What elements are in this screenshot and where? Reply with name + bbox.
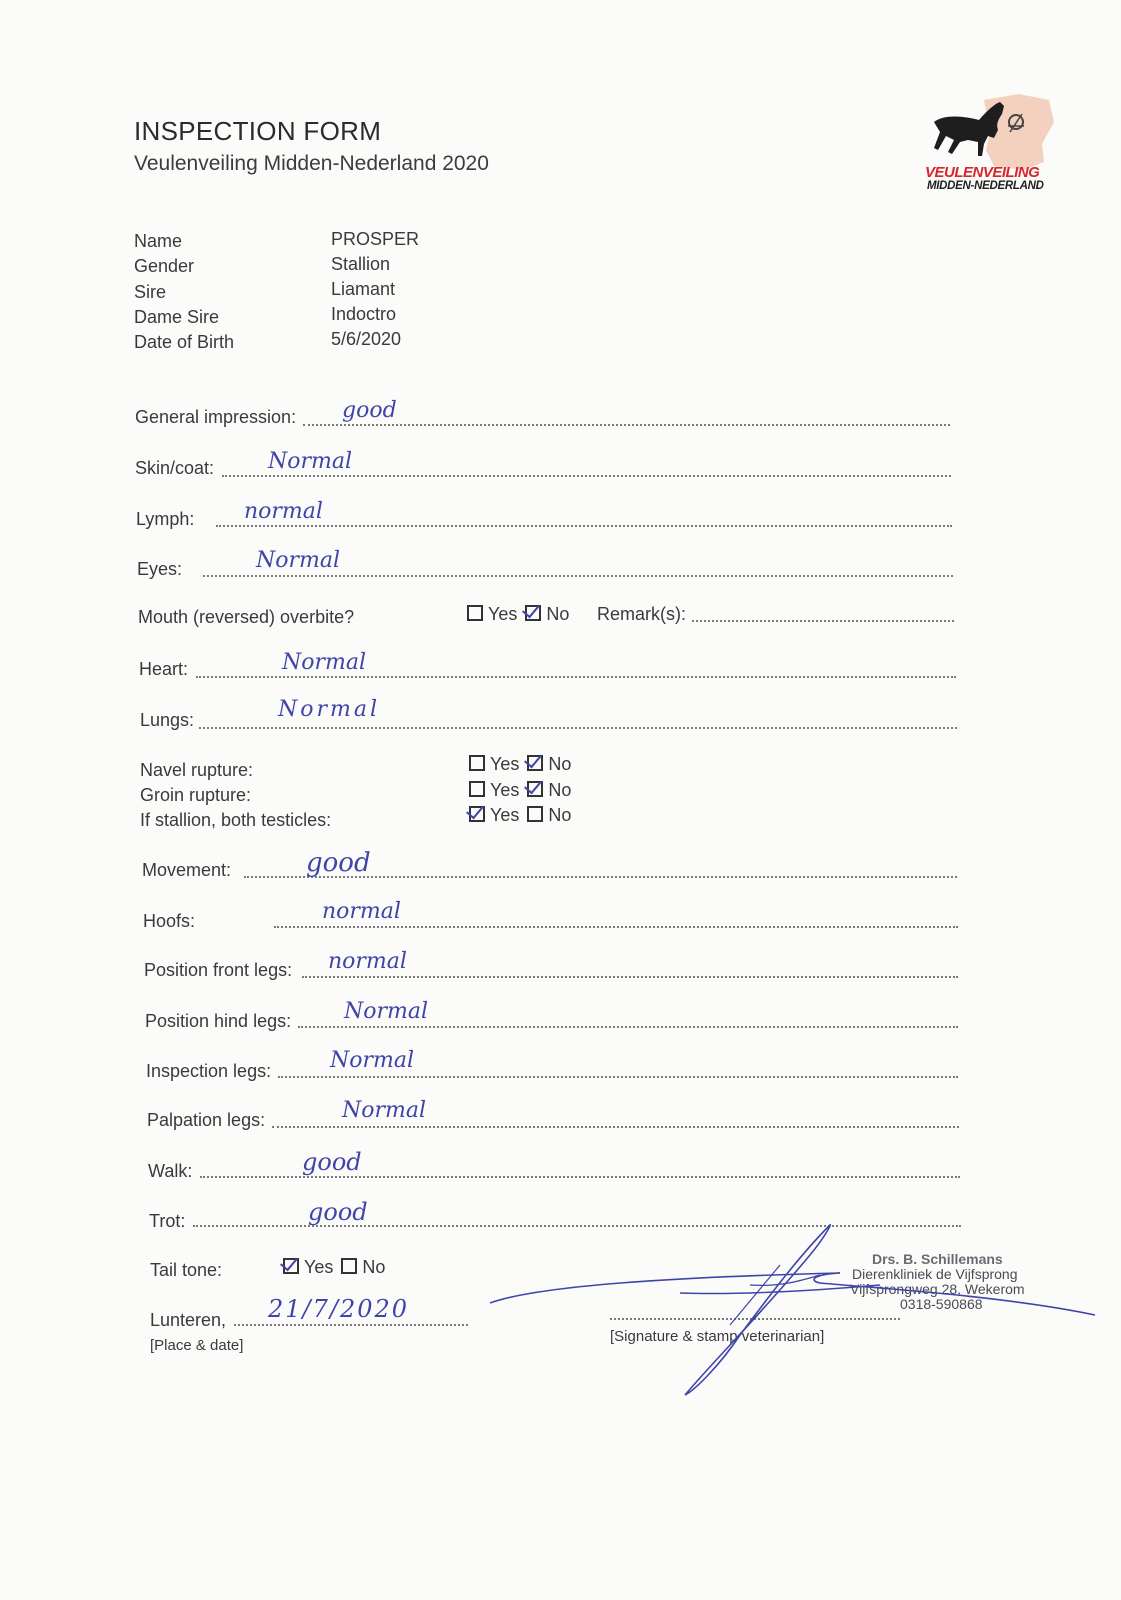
- label-navel-rupture: Navel rupture:: [140, 760, 254, 780]
- answer-lungs: Normal: [278, 697, 381, 722]
- answer-general-impression: good: [342, 398, 397, 423]
- checkbox-tail-tone-no[interactable]: [341, 1258, 357, 1274]
- checkbox-groin-rupture-no[interactable]: [527, 781, 543, 797]
- option-navel-rupture-yes: Yes: [490, 754, 520, 774]
- answer-date: 21/7/2020: [268, 1295, 410, 1323]
- answer-position-hind-legs: Normal: [344, 999, 429, 1024]
- info-label-dame-sire: Dame Sire: [134, 307, 220, 327]
- answer-hoofs: normal: [322, 899, 401, 924]
- answer-line-place-date[interactable]: [234, 1324, 468, 1326]
- option-both-testicles-yes: Yes: [490, 805, 520, 825]
- logo-text-sub: MIDDEN-NEDERLAND: [927, 180, 1044, 192]
- answer-trot: good: [308, 1198, 368, 1226]
- label-lymph: Lymph:: [136, 509, 195, 529]
- label-trot: Trot:: [149, 1211, 186, 1231]
- stamp-clinic: Dierenkliniek de Vijfsprong: [852, 1266, 1018, 1282]
- info-value-date-of-birth: 5/6/2020: [331, 329, 402, 349]
- answer-line-walk[interactable]: [200, 1176, 960, 1178]
- checkbox-mouth-overbite-no[interactable]: [525, 605, 541, 621]
- answer-line-eyes[interactable]: [203, 575, 953, 577]
- stamp-address: Vijfsprongweg 28, Wekerom: [850, 1281, 1025, 1297]
- answer-heart: Normal: [282, 650, 367, 675]
- label-both-testicles: If stallion, both testicles:: [140, 810, 332, 830]
- info-value-name: PROSPER: [331, 229, 420, 249]
- both-testicles-options: [469, 805, 571, 826]
- label-palpation-legs: Palpation legs:: [147, 1110, 266, 1130]
- checkbox-navel-rupture-yes[interactable]: [469, 755, 485, 771]
- label-position-hind-legs: Position hind legs:: [145, 1011, 292, 1031]
- form-title: INSPECTION FORM: [134, 116, 382, 146]
- form-subtitle: Veulenveiling Midden-Nederland 2020: [134, 152, 489, 175]
- veterinarian-signature: [480, 1215, 1100, 1405]
- answer-line-lymph[interactable]: [216, 525, 952, 527]
- caption-place-date: [Place & date]: [150, 1337, 244, 1354]
- label-walk: Walk:: [148, 1161, 193, 1181]
- option-mouth-overbite-yes: Yes: [488, 604, 518, 624]
- info-value-gender: Stallion: [331, 254, 391, 274]
- label-place: Lunteren,: [150, 1310, 227, 1330]
- label-groin-rupture: Groin rupture:: [140, 785, 252, 805]
- label-inspection-legs: Inspection legs:: [146, 1061, 272, 1081]
- option-groin-rupture-yes: Yes: [490, 780, 520, 800]
- answer-skin-coat: Normal: [268, 449, 353, 474]
- answer-position-front-legs: normal: [328, 949, 407, 974]
- caption-signature: [Signature & stamp veterinarian]: [610, 1328, 825, 1345]
- answer-line-hoofs[interactable]: [274, 926, 958, 928]
- answer-inspection-legs: Normal: [330, 1048, 415, 1073]
- answer-line-position-hind-legs[interactable]: [298, 1026, 958, 1028]
- info-label-sire: Sire: [134, 282, 167, 302]
- answer-movement: good: [306, 848, 371, 878]
- info-label-gender: Gender: [134, 256, 195, 276]
- checkbox-both-testicles-no[interactable]: [527, 806, 543, 822]
- answer-line-position-front-legs[interactable]: [302, 976, 958, 978]
- answer-line-lungs[interactable]: [199, 727, 957, 729]
- navel-rupture-options: [469, 754, 571, 775]
- label-eyes: Eyes:: [137, 559, 183, 579]
- option-tail-tone-yes: Yes: [304, 1257, 334, 1277]
- label-lungs: Lungs:: [140, 710, 195, 730]
- groin-rupture-options: [469, 780, 571, 801]
- stamp-name: Drs. B. Schillemans: [872, 1251, 1003, 1267]
- answer-line-heart[interactable]: [196, 676, 956, 678]
- info-value-dame-sire: Indoctro: [331, 304, 397, 324]
- option-mouth-overbite-no: No: [546, 604, 570, 624]
- label-general-impression: General impression:: [135, 407, 297, 427]
- label-movement: Movement:: [142, 860, 232, 880]
- logo-text-main: VEULENVEILING: [925, 164, 1040, 181]
- tail-tone-options: [283, 1257, 385, 1278]
- checkbox-both-testicles-yes[interactable]: [469, 806, 485, 822]
- answer-line-mouth-remarks[interactable]: [692, 620, 954, 622]
- option-both-testicles-no: No: [548, 805, 572, 825]
- checkbox-groin-rupture-yes[interactable]: [469, 781, 485, 797]
- label-position-front-legs: Position front legs:: [144, 960, 293, 980]
- checkbox-tail-tone-yes[interactable]: [283, 1258, 299, 1274]
- label-mouth-overbite: Mouth (reversed) overbite?: [138, 607, 355, 627]
- answer-lymph: normal: [244, 499, 323, 524]
- answer-line-skin-coat[interactable]: [222, 475, 951, 477]
- option-navel-rupture-no: No: [548, 754, 572, 774]
- option-tail-tone-no: No: [362, 1257, 386, 1277]
- mouth-overbite-options: [467, 604, 569, 625]
- answer-eyes: Normal: [256, 548, 341, 573]
- answer-line-inspection-legs[interactable]: [278, 1076, 958, 1078]
- answer-walk: good: [302, 1148, 362, 1176]
- label-hoofs: Hoofs:: [143, 911, 196, 931]
- label-tail-tone: Tail tone:: [150, 1260, 223, 1280]
- label-skin-coat: Skin/coat:: [135, 458, 215, 478]
- info-value-sire: Liamant: [331, 279, 396, 299]
- answer-palpation-legs: Normal: [342, 1098, 427, 1123]
- info-label-name: Name: [134, 231, 183, 251]
- answer-line-general-impression[interactable]: [303, 424, 950, 426]
- label-heart: Heart:: [139, 659, 189, 679]
- option-groin-rupture-no: No: [548, 780, 572, 800]
- checkbox-mouth-overbite-yes[interactable]: [467, 605, 483, 621]
- label-mouth-remarks: Remark(s):: [597, 604, 686, 624]
- info-label-date-of-birth: Date of Birth: [134, 332, 235, 352]
- checkbox-navel-rupture-no[interactable]: [527, 755, 543, 771]
- answer-line-palpation-legs[interactable]: [272, 1126, 959, 1128]
- stamp-phone: 0318-590868: [900, 1296, 983, 1312]
